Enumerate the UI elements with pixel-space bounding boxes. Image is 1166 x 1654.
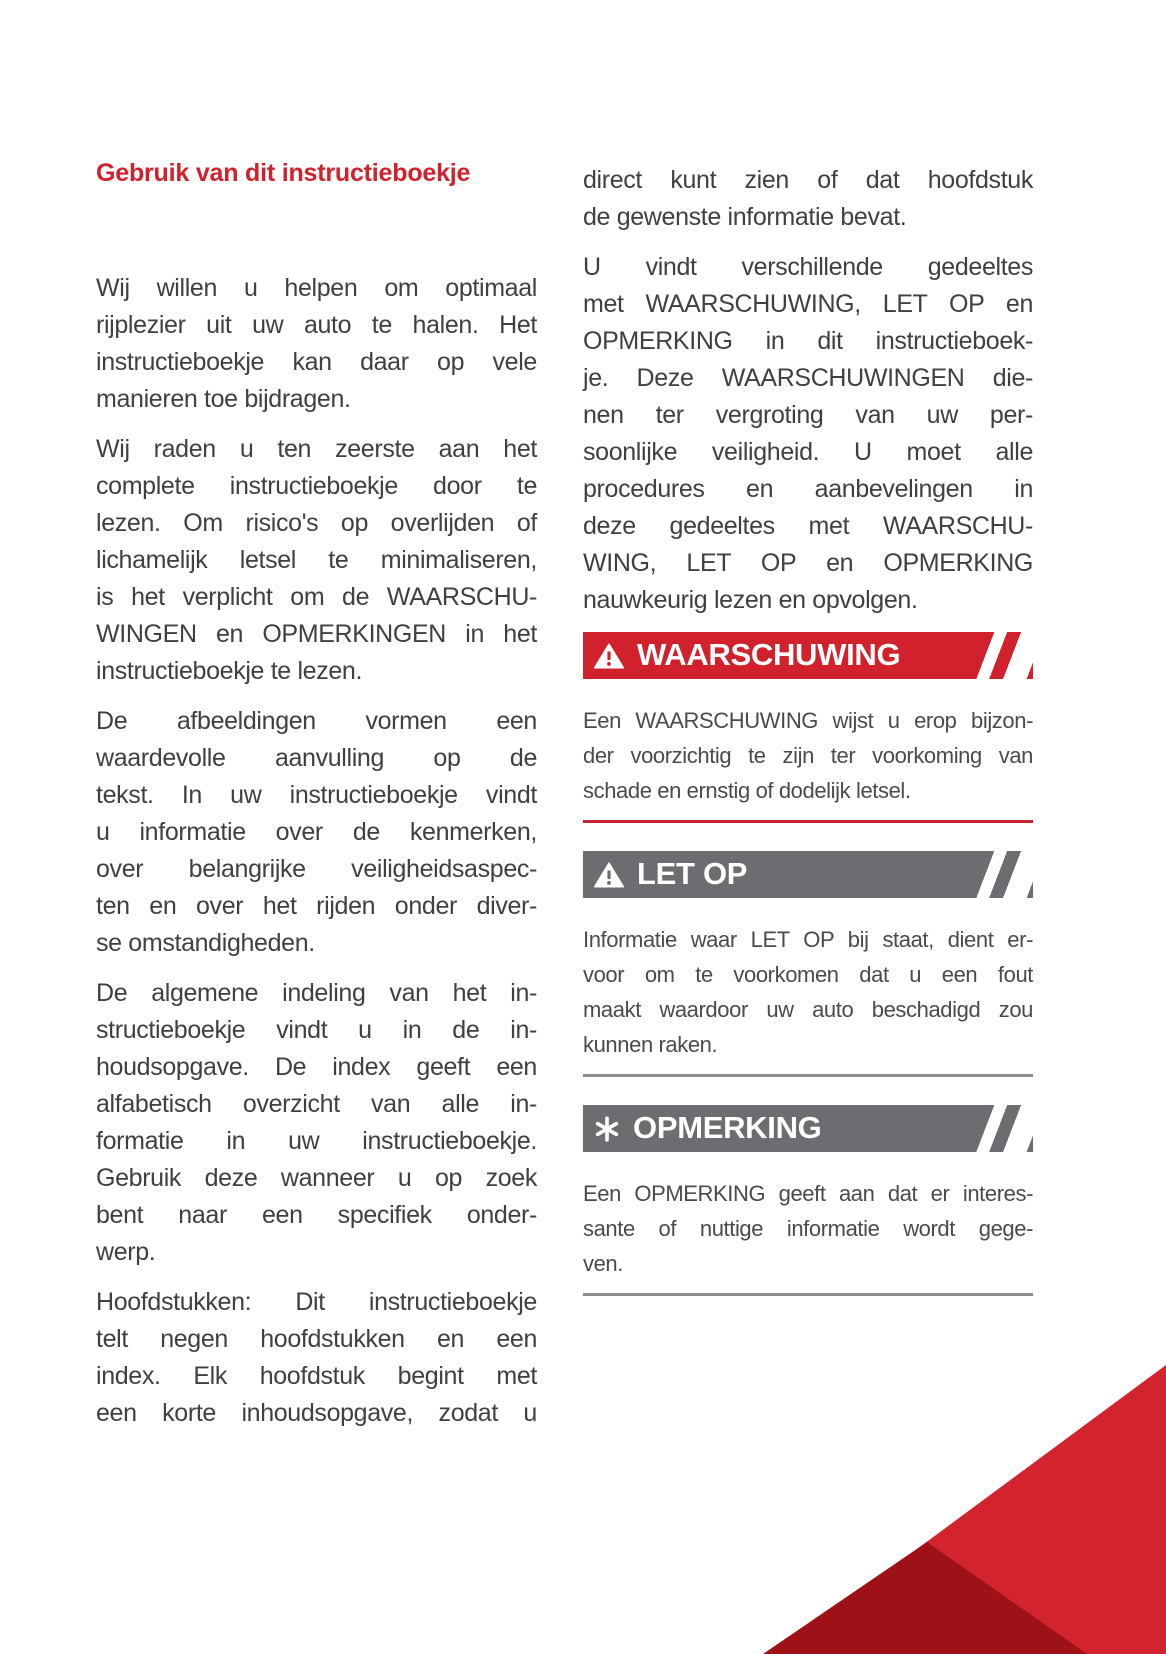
- text-line: procedures en aanbevelingen in: [583, 475, 1033, 503]
- text-line: Wij willen u helpen om optimaal: [96, 274, 537, 302]
- text-line: is het verplicht om de WAARSCHU-: [96, 583, 537, 611]
- text-line: voor om te voorkomen dat u een fout: [583, 962, 1033, 987]
- text-line: nauwkeurig lezen en opvolgen.: [583, 586, 918, 614]
- warning-triangle-icon: [594, 862, 624, 888]
- warning-banner: [583, 632, 1033, 679]
- page-title: Gebruik van dit instructieboekje: [96, 159, 471, 187]
- text-line: complete instructieboekje door te: [96, 472, 537, 500]
- text-line: deze gedeeltes met WAARSCHU-: [583, 512, 1033, 540]
- text-line: manieren toe bijdragen.: [96, 385, 351, 413]
- text-line: tekst. In uw instructieboekje vindt: [96, 781, 537, 809]
- note-banner: [583, 1105, 1033, 1152]
- text-line: over belangrijke veiligheidsaspec-: [96, 855, 537, 883]
- text-line: soonlijke veiligheid. U moet alle: [583, 438, 1033, 466]
- warning-callout: [583, 632, 1033, 823]
- text-line: kunnen raken.: [583, 1032, 718, 1057]
- text-line: telt negen hoofdstukken en een: [96, 1325, 537, 1353]
- paragraph: [96, 1284, 537, 1432]
- paragraph: [96, 270, 537, 418]
- callout-body: [583, 703, 1033, 808]
- text-line: Hoofdstukken: Dit instructieboekje: [96, 1288, 537, 1316]
- paragraph: [96, 431, 537, 690]
- text-line: Een OPMERKING geeft aan dat er interes-: [583, 1181, 1033, 1206]
- text-line: direct kunt zien of dat hoofdstuk: [583, 166, 1033, 194]
- callout-body: [583, 1176, 1033, 1281]
- text-line: WINGEN en OPMERKINGEN in het: [96, 620, 537, 648]
- text-line: waardevolle aanvulling op de: [96, 744, 537, 772]
- corner-decoration-triangles: [700, 1350, 1166, 1654]
- text-line: nen ter vergroting van uw per-: [583, 401, 1033, 429]
- text-line: ven.: [583, 1251, 623, 1276]
- callout-label: LET OP: [637, 855, 748, 891]
- text-line: ten en over het rijden onder diver-: [96, 892, 537, 920]
- text-line: se omstandigheden.: [96, 929, 315, 957]
- text-line: instructieboekje te lezen.: [96, 657, 363, 685]
- paragraph: [96, 703, 537, 962]
- text-line: Gebruik deze wanneer u op zoek: [96, 1164, 537, 1192]
- callout-body: [583, 922, 1033, 1062]
- text-line: een korte inhoudsopgave, zodat u: [96, 1399, 537, 1427]
- text-line: Informatie waar LET OP bij staat, dient er-: [583, 927, 1033, 952]
- paragraph: [583, 162, 1033, 236]
- text-line: De algemene indeling van het in-: [96, 979, 537, 1007]
- text-line: de gewenste informatie bevat.: [583, 203, 907, 231]
- warning-triangle-icon: [594, 643, 624, 669]
- text-line: instructieboekje kan daar op vele: [96, 348, 537, 376]
- note-callout: [583, 1105, 1033, 1296]
- text-line: u informatie over de kenmerken,: [96, 818, 537, 846]
- text-line: lichamelijk letsel te minimaliseren,: [96, 546, 537, 574]
- right-column: [583, 162, 1033, 1296]
- paragraph: [583, 249, 1033, 619]
- text-line: WING, LET OP en OPMERKING: [583, 549, 1033, 577]
- left-column: [96, 270, 537, 1445]
- text-line: maakt waardoor uw auto beschadigd zou: [583, 997, 1033, 1022]
- section-divider: [583, 1293, 1033, 1296]
- callout-label: OPMERKING: [633, 1109, 822, 1145]
- asterisk-icon: [594, 1116, 620, 1142]
- text-line: werp.: [96, 1238, 156, 1266]
- text-line: formatie in uw instructieboekje.: [96, 1127, 537, 1155]
- text-line: bent naar een specifiek onder-: [96, 1201, 537, 1229]
- paragraph: [96, 975, 537, 1271]
- caution-banner: [583, 851, 1033, 898]
- text-line: Wij raden u ten zeerste aan het: [96, 435, 537, 463]
- text-line: structieboekje vindt u in de in-: [96, 1016, 537, 1044]
- caution-callout: [583, 851, 1033, 1077]
- text-line: lezen. Om risico's op overlijden of: [96, 509, 537, 537]
- text-line: U vindt verschillende gedeeltes: [583, 253, 1033, 281]
- text-line: Een WAARSCHUWING wijst u erop bijzon-: [583, 708, 1033, 733]
- text-line: je. Deze WAARSCHUWINGEN die-: [583, 364, 1033, 392]
- text-line: rijplezier uit uw auto te halen. Het: [96, 311, 537, 339]
- text-line: alfabetisch overzicht van alle in-: [96, 1090, 537, 1118]
- section-divider: [583, 820, 1033, 823]
- text-line: index. Elk hoofdstuk begint met: [96, 1362, 537, 1390]
- text-line: der voorzichtig te zijn ter voorkoming van: [583, 743, 1033, 768]
- section-divider: [583, 1074, 1033, 1077]
- text-line: houdsopgave. De index geeft een: [96, 1053, 537, 1081]
- text-line: sante of nuttige informatie wordt gege-: [583, 1216, 1033, 1241]
- callout-label: WAARSCHUWING: [637, 636, 901, 672]
- text-line: schade en ernstig of dodelijk letsel.: [583, 778, 911, 803]
- text-line: OPMERKING in dit instructieboek-: [583, 327, 1033, 355]
- text-line: met WAARSCHUWING, LET OP en: [583, 290, 1033, 318]
- text-line: De afbeeldingen vormen een: [96, 707, 537, 735]
